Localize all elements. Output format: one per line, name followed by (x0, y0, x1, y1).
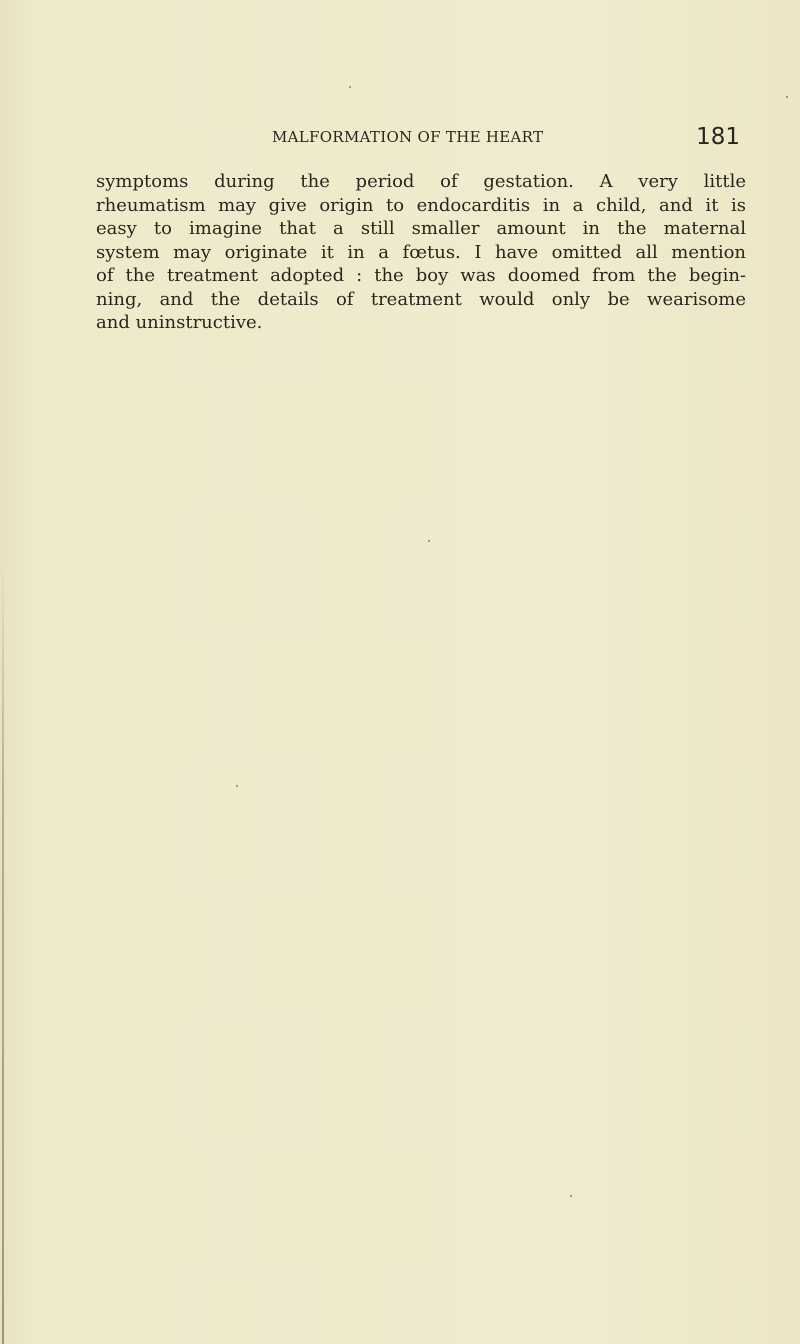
text-line: easy to imagine that a still smaller amount in the maternal (96, 218, 746, 239)
text-line: of the treatment adopted : the boy was doomed from the begin- (96, 265, 746, 286)
text-line: rheumatism may give origin to endocarditis in a child, and it is (96, 194, 746, 216)
body-paragraph (96, 170, 746, 335)
page-number: 181 (696, 124, 740, 150)
paper-speck (349, 86, 351, 88)
text-line: ning, and the details of treatment would only be wearisome (96, 288, 746, 310)
paper-speck (236, 785, 238, 787)
page-edge-shadow (2, 560, 4, 1344)
text-line: system may originate it in a fœtus. I have omitted all mention (96, 241, 746, 263)
text-line: symptoms during the period of gestation. A very little (96, 171, 746, 192)
running-head: MALFORMATION OF THE HEART (272, 128, 544, 146)
paper-speck (786, 96, 788, 98)
page-header (272, 124, 740, 156)
text-line: and uninstructive. (96, 312, 263, 333)
paper-speck (570, 1195, 572, 1197)
paper-speck (428, 540, 430, 542)
